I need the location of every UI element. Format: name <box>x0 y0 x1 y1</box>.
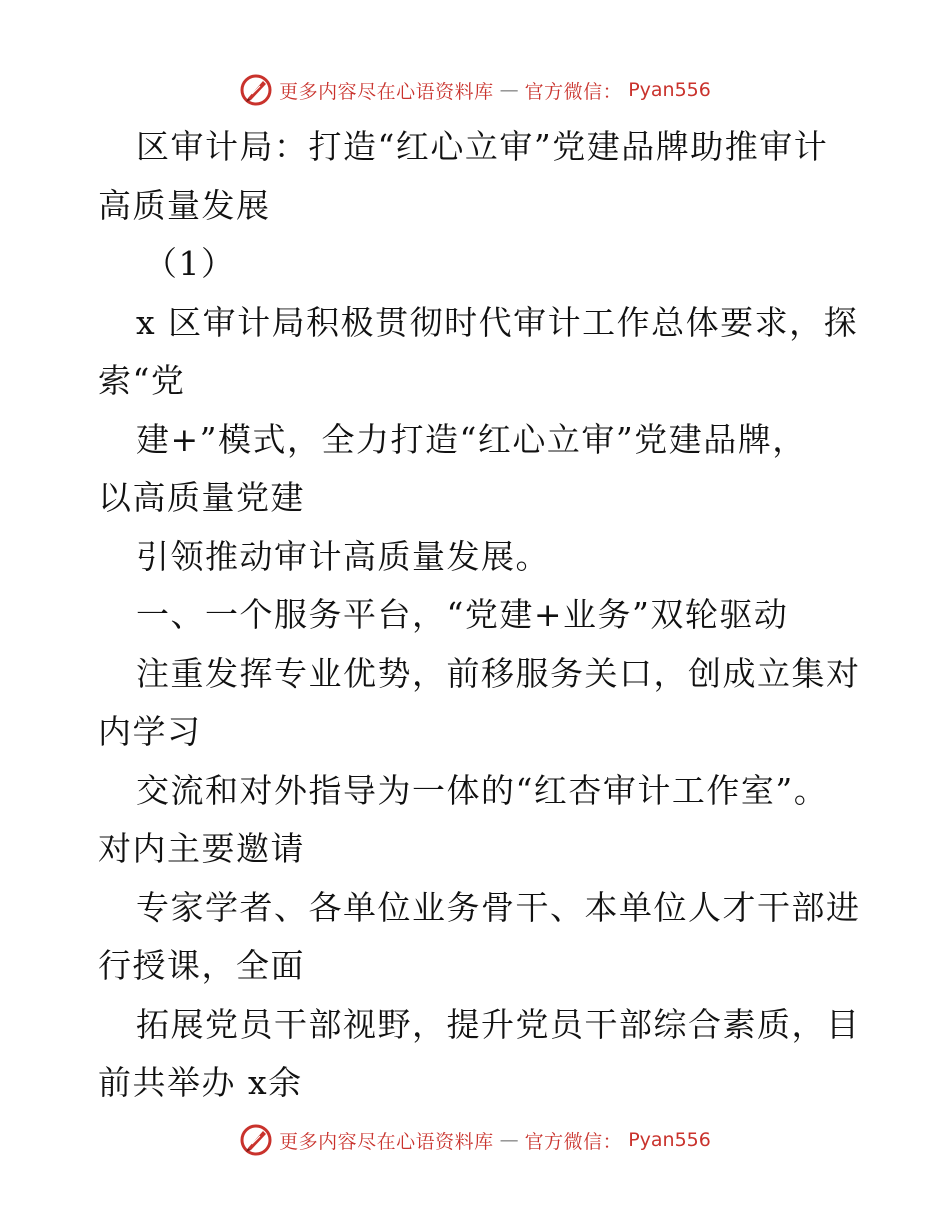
paragraph-line: 交流和对外指导为一体的“红杏审计工作室”。 <box>136 770 829 810</box>
document-body <box>98 118 861 1113</box>
paragraph-line: x 区审计局积极贯彻时代审计工作总体要求，探 <box>136 302 859 342</box>
paragraph-line: 内学习 <box>98 712 202 751</box>
paragraph-line: 行授课，全面 <box>98 946 305 985</box>
title-line-1: 区审计局：打造“红心立审”党建品牌助推审计 <box>136 127 829 166</box>
watermark-text: 更多内容尽在心语资料库 <box>279 1130 494 1153</box>
paragraph-line: 以高质量党建 <box>98 478 305 517</box>
paragraph-line: 前共举办 x余 <box>98 1063 303 1102</box>
watermark-label: 官方微信： <box>524 1130 623 1153</box>
paragraph-line: 引领推动审计高质量发展。 <box>136 536 550 576</box>
paragraph-line: 建+”模式，全力打造“红心立审”党建品牌， <box>136 419 807 459</box>
watermark-banner-top <box>0 70 950 110</box>
feather-pen-logo-icon <box>239 1123 273 1157</box>
feather-pen-logo-icon <box>239 73 273 107</box>
title-line-2: 高质量发展 <box>98 185 271 225</box>
paragraph-line: 拓展党员干部视野，提升党员干部综合素质，目 <box>136 1004 861 1044</box>
paragraph-line: 索“党 <box>98 361 186 400</box>
paragraph-line: 注重发挥专业优势，前移服务关口，创成立集对 <box>136 653 861 693</box>
section-heading: 一、一个服务平台，“党建+业务”双轮驱动 <box>136 595 789 634</box>
watermark-text: 更多内容尽在心语资料库 <box>279 80 494 103</box>
watermark-banner-bottom <box>0 1120 950 1160</box>
watermark-separator: — <box>499 1129 519 1151</box>
paragraph-line: 对内主要邀请 <box>98 829 305 868</box>
paragraph-line: 专家学者、各单位业务骨干、本单位人才干部进 <box>136 887 861 927</box>
watermark-label: 官方微信： <box>524 80 623 103</box>
section-number: （1） <box>144 244 236 283</box>
watermark-handle: Pyan556 <box>628 79 711 101</box>
watermark-handle: Pyan556 <box>628 1129 711 1151</box>
watermark-separator: — <box>499 79 519 101</box>
